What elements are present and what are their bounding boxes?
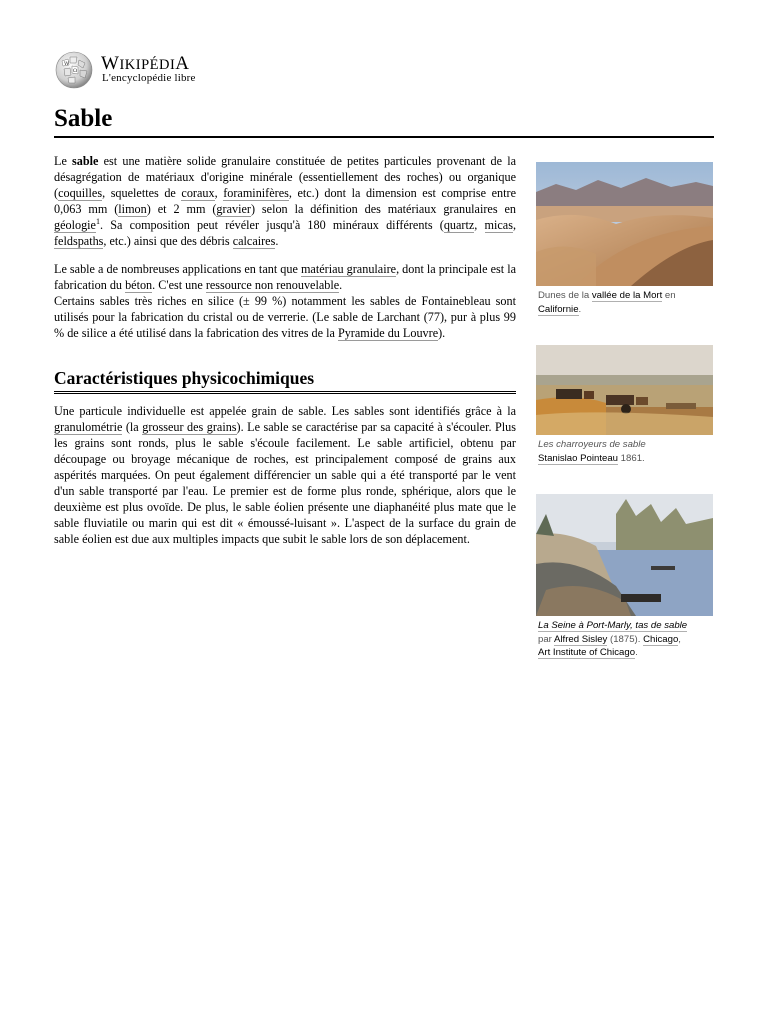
caption-dunes: Dunes de la vallée de la Mort en Californie. xyxy=(538,290,676,315)
link-alfred-sisley[interactable]: Alfred Sisley xyxy=(554,633,608,645)
link-micas[interactable]: micas xyxy=(484,218,513,232)
figure-charroyeurs xyxy=(536,345,713,465)
intro-paragraph: Le sable est une matière solide granulaire constituée de petites particules provenant de la désagrégation de matériaux d'origine minérale (essentiellement des roches) ou organique (coquilles, squelettes de coraux, foraminifères, etc.) dont la dimension est comprise entre 0,063 mm (limon) et 2 mm (gravier) selon la définition des matériaux granulaires en géologie$^1$. Sa composition peut révéler jusqu'à 180 minéraux différents (quartz, micas, feldspaths, etc.) ainsi que des débris calcaires. xyxy=(54,154,517,248)
link-grosseur-des-grains[interactable]: grosseur des grains xyxy=(142,420,237,434)
link-coraux[interactable]: coraux xyxy=(181,186,215,200)
svg-text:Ω: Ω xyxy=(73,68,78,74)
dunes-photo[interactable] xyxy=(536,162,713,286)
figure-dunes xyxy=(536,162,713,316)
wikipedia-wordmark: WIKIPÉDIA xyxy=(101,53,190,74)
link-feldspaths[interactable]: feldspaths xyxy=(54,234,104,248)
section-heading: Caractéristiques physicochimiques xyxy=(54,367,516,394)
caption-seine: La Seine à Port-Marly, tas de sable par Alfred Sisley (1875). Chicago, Art Institute of Chicago. xyxy=(538,620,688,658)
link-vallee-de-la-mort[interactable]: vallée de la Mort xyxy=(591,290,663,301)
link-geologie[interactable]: géologie xyxy=(54,218,96,232)
link-foraminiferes[interactable]: foraminifères xyxy=(223,186,289,200)
section-paragraph: Une particule individuelle est appelée grain de sable. Les sables sont identifiés grâce à la granulométrie (la grosseur des grains). Le sable se caractérise par sa capacité à s'écouler. Plus les grains sont ronds, plus le sable s'écoule facilement. Le sable artificiel, obtenu par découpage ou broyage mécanique de roches, est principalement composé de grains aux aspérités marquées. On peut également différencier un sable qui a été transporté par le vent d'un sable transporté par l'eau. Le premier est de forme plus ronde, sphérique, alors que le deuxième est plus ovoïde. De plus, le sable éolien présente une diaphanéité plus mate que le sable fluviatile ou marin qui est dit « émoussé-luisant ». L'aspect de la surface du grain de sable éolien est due aux multiples impacts que subit le sable lors de son déplacement. xyxy=(54,404,516,546)
seine-painting[interactable] xyxy=(536,494,713,616)
svg-text:W: W xyxy=(64,61,70,67)
link-ressource-non-renouvelable[interactable]: ressource non renouvelable xyxy=(205,278,340,292)
wikipedia-tagline: L'encyclopédie libre xyxy=(102,72,196,84)
link-art-institute-of-chicago[interactable]: Art Institute of Chicago xyxy=(538,647,636,658)
link-beton[interactable]: béton xyxy=(125,278,153,292)
link-pyramide-du-louvre[interactable]: Pyramide du Louvre xyxy=(337,326,439,340)
link-granulometrie[interactable]: granulométrie xyxy=(54,420,123,434)
link-gravier[interactable]: gravier xyxy=(216,202,251,216)
link-materiau-granulaire[interactable]: matériau granulaire xyxy=(300,262,397,276)
reference-1[interactable]: 1 xyxy=(95,217,100,226)
link-quartz[interactable]: quartz xyxy=(443,218,475,232)
caption-charroyeurs: Les charroyeurs de sable Stanislao Pointeau 1861. xyxy=(538,439,646,464)
wikipedia-logo[interactable] xyxy=(54,51,214,89)
painting-title: Les charroyeurs de sable xyxy=(538,439,646,450)
link-la-seine-a-port-marly[interactable]: La Seine à Port-Marly, tas de sable xyxy=(538,620,688,631)
link-limon[interactable]: limon xyxy=(118,202,147,216)
bold-term-sable: sable xyxy=(72,154,99,168)
page-title: Sable xyxy=(54,104,714,138)
link-coquilles[interactable]: coquilles xyxy=(58,186,103,200)
link-stanislao-pointeau[interactable]: Stanislao Pointeau xyxy=(538,452,619,464)
wikipedia-globe-icon xyxy=(54,51,94,89)
figure-seine xyxy=(536,494,713,660)
uses-paragraph: Le sable a de nombreuses applications en tant que matériau granulaire, dont la principale est la fabrication du béton. C'est une ressource non renouvelable. Certains sables très riches en silice (± 99 %) notamment les sables de Fontainebleau sont utilisés pour la fabrication du cristal ou de verrerie. (Le sable de Larchant (77), pur à plus 99 % de silice a été utilisé dans la fabrication des vitres de la Pyramide du Louvre). xyxy=(54,262,516,340)
link-californie[interactable]: Californie xyxy=(538,303,579,315)
link-chicago[interactable]: Chicago xyxy=(643,633,679,645)
charroyeurs-painting[interactable] xyxy=(536,345,713,435)
link-calcaires[interactable]: calcaires xyxy=(232,234,276,248)
